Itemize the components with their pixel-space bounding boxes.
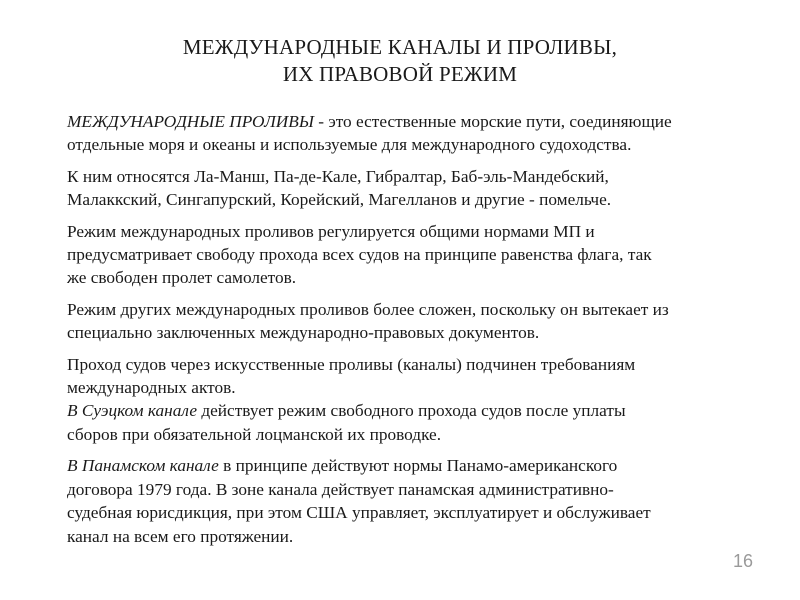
- text-run: специально заключенных международно-правовых документов.: [67, 323, 540, 343]
- slide-body: [67, 110, 767, 548]
- italic-term: В Суэцком канале: [67, 401, 198, 421]
- paragraph: [67, 110, 767, 157]
- text-line: [67, 376, 767, 399]
- text-run: международных актов.: [67, 378, 236, 398]
- text-run: К ним относятся Ла-Манш, Па-де-Кале, Гибралтар, Баб-эль-Мандебский,: [67, 166, 609, 186]
- text-run: Режим других международных проливов более сложен, поскольку он вытекает из: [67, 299, 669, 319]
- slide-title: [0, 34, 800, 88]
- text-run: действует режим свободного прохода судов после уплаты: [197, 401, 626, 421]
- slide-title-line-2: ИХ ПРАВОВОЙ РЕЖИМ: [282, 62, 518, 86]
- paragraph: [67, 298, 767, 345]
- text-run: сборов при обязательной лоцманской их проводке.: [67, 424, 442, 444]
- text-line: [67, 220, 767, 243]
- text-line: [67, 454, 767, 477]
- paragraph: [67, 165, 767, 212]
- text-line: [67, 321, 767, 344]
- text-line: [67, 266, 767, 289]
- italic-term: МЕЖДУНАРОДНЫЕ ПРОЛИВЫ: [67, 112, 314, 131]
- text-run: в принципе действуют нормы Панамо-американского: [218, 456, 618, 476]
- text-run: Малаккский, Сингапурский, Корейский, Магелланов и другие - помельче.: [67, 190, 612, 210]
- text-run: канал на всем его протяжении.: [67, 526, 294, 546]
- paragraph: [67, 220, 767, 290]
- page-number: 16: [732, 551, 753, 571]
- text-line: [67, 478, 767, 501]
- paragraph: [67, 454, 767, 548]
- text-run: судебная юрисдикция, при этом США управляет, эксплуатирует и обслуживает: [67, 503, 651, 523]
- text-run: же свободен пролет самолетов.: [67, 268, 297, 288]
- text-line: [67, 501, 767, 524]
- text-run: Проход судов через искусственные проливы (каналы) подчинен требованиям: [67, 354, 636, 374]
- text-line: [67, 399, 767, 422]
- italic-term: В Панамском канале: [67, 456, 219, 476]
- text-line: [67, 165, 767, 188]
- text-line: [67, 353, 767, 376]
- text-run: отдельные моря и океаны и используемые для международного судоходства.: [67, 135, 632, 155]
- text-run: предусматривает свободу прохода всех судов на принципе равенства флага, так: [67, 245, 652, 265]
- paragraph: [67, 353, 767, 447]
- text-line: [67, 298, 767, 321]
- text-run: Режим международных проливов регулируется общими нормами МП и: [67, 221, 595, 241]
- text-run: - это естественные морские пути, соединяющие: [313, 112, 672, 131]
- slide-title-line-1: МЕЖДУНАРОДНЫЕ КАНАЛЫ И ПРОЛИВЫ,: [182, 35, 618, 59]
- text-run: договора 1979 года. В зоне канала действует панамская административно-: [67, 479, 614, 499]
- text-line: [67, 133, 767, 156]
- text-line: [67, 188, 767, 211]
- text-line: [67, 525, 767, 548]
- text-line: [67, 243, 767, 266]
- text-line: [67, 423, 767, 446]
- text-line: [67, 110, 767, 133]
